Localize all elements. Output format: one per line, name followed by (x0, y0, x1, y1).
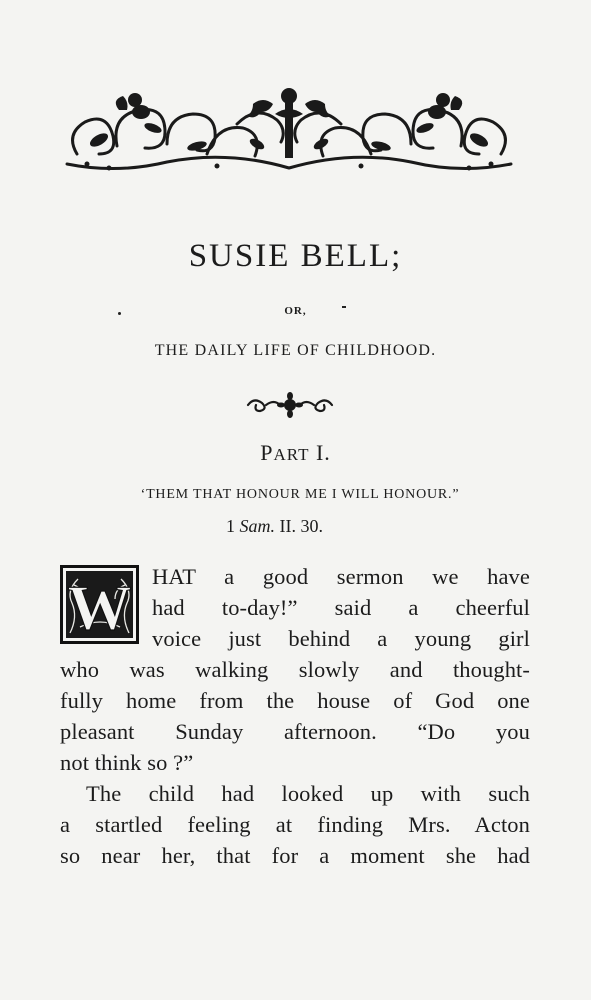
epigraph-citation (226, 516, 323, 537)
headpiece-ornament-icon (57, 84, 521, 180)
part-number: I. (315, 440, 331, 465)
book-subtitle: THE DAILY LIFE OF CHILDHOOD. (154, 342, 437, 359)
book-title: SUSIE BELL; (188, 238, 403, 274)
part-rest: ART (273, 445, 310, 464)
body-line: HAT a good sermon we have (152, 564, 530, 589)
body-line: had to-day!” said a cheerful (152, 595, 530, 620)
body-line: pleasant Sunday afternoon. “Do you (60, 719, 530, 744)
fleuron-ornament-icon (244, 392, 336, 418)
part-heading (0, 440, 591, 466)
body-line: voice just behind a young girl (152, 626, 530, 651)
epigraph: ‘THEM THAT HONOUR ME I WILL HONOUR.” (140, 487, 460, 502)
body-line: who was walking slowly and thought- (60, 657, 530, 682)
body-line: so near her, that for a moment she had (60, 843, 530, 868)
body-line: not think so ?” (60, 750, 194, 775)
part-initial: P (260, 440, 274, 465)
citation-book-number: 1 (226, 516, 235, 536)
drop-cap-letter: W (67, 572, 132, 643)
body-line: a startled feeling at finding Mrs. Acton (60, 812, 530, 837)
body-line: fully home from the house of God one (60, 688, 530, 713)
citation-reference: II. 30. (279, 516, 323, 536)
print-speck (342, 306, 346, 308)
citation-book: Sam. (239, 516, 275, 536)
body-line: The child had looked up with such (86, 781, 530, 806)
drop-cap (60, 565, 139, 644)
title-connector: OR, (284, 305, 307, 317)
